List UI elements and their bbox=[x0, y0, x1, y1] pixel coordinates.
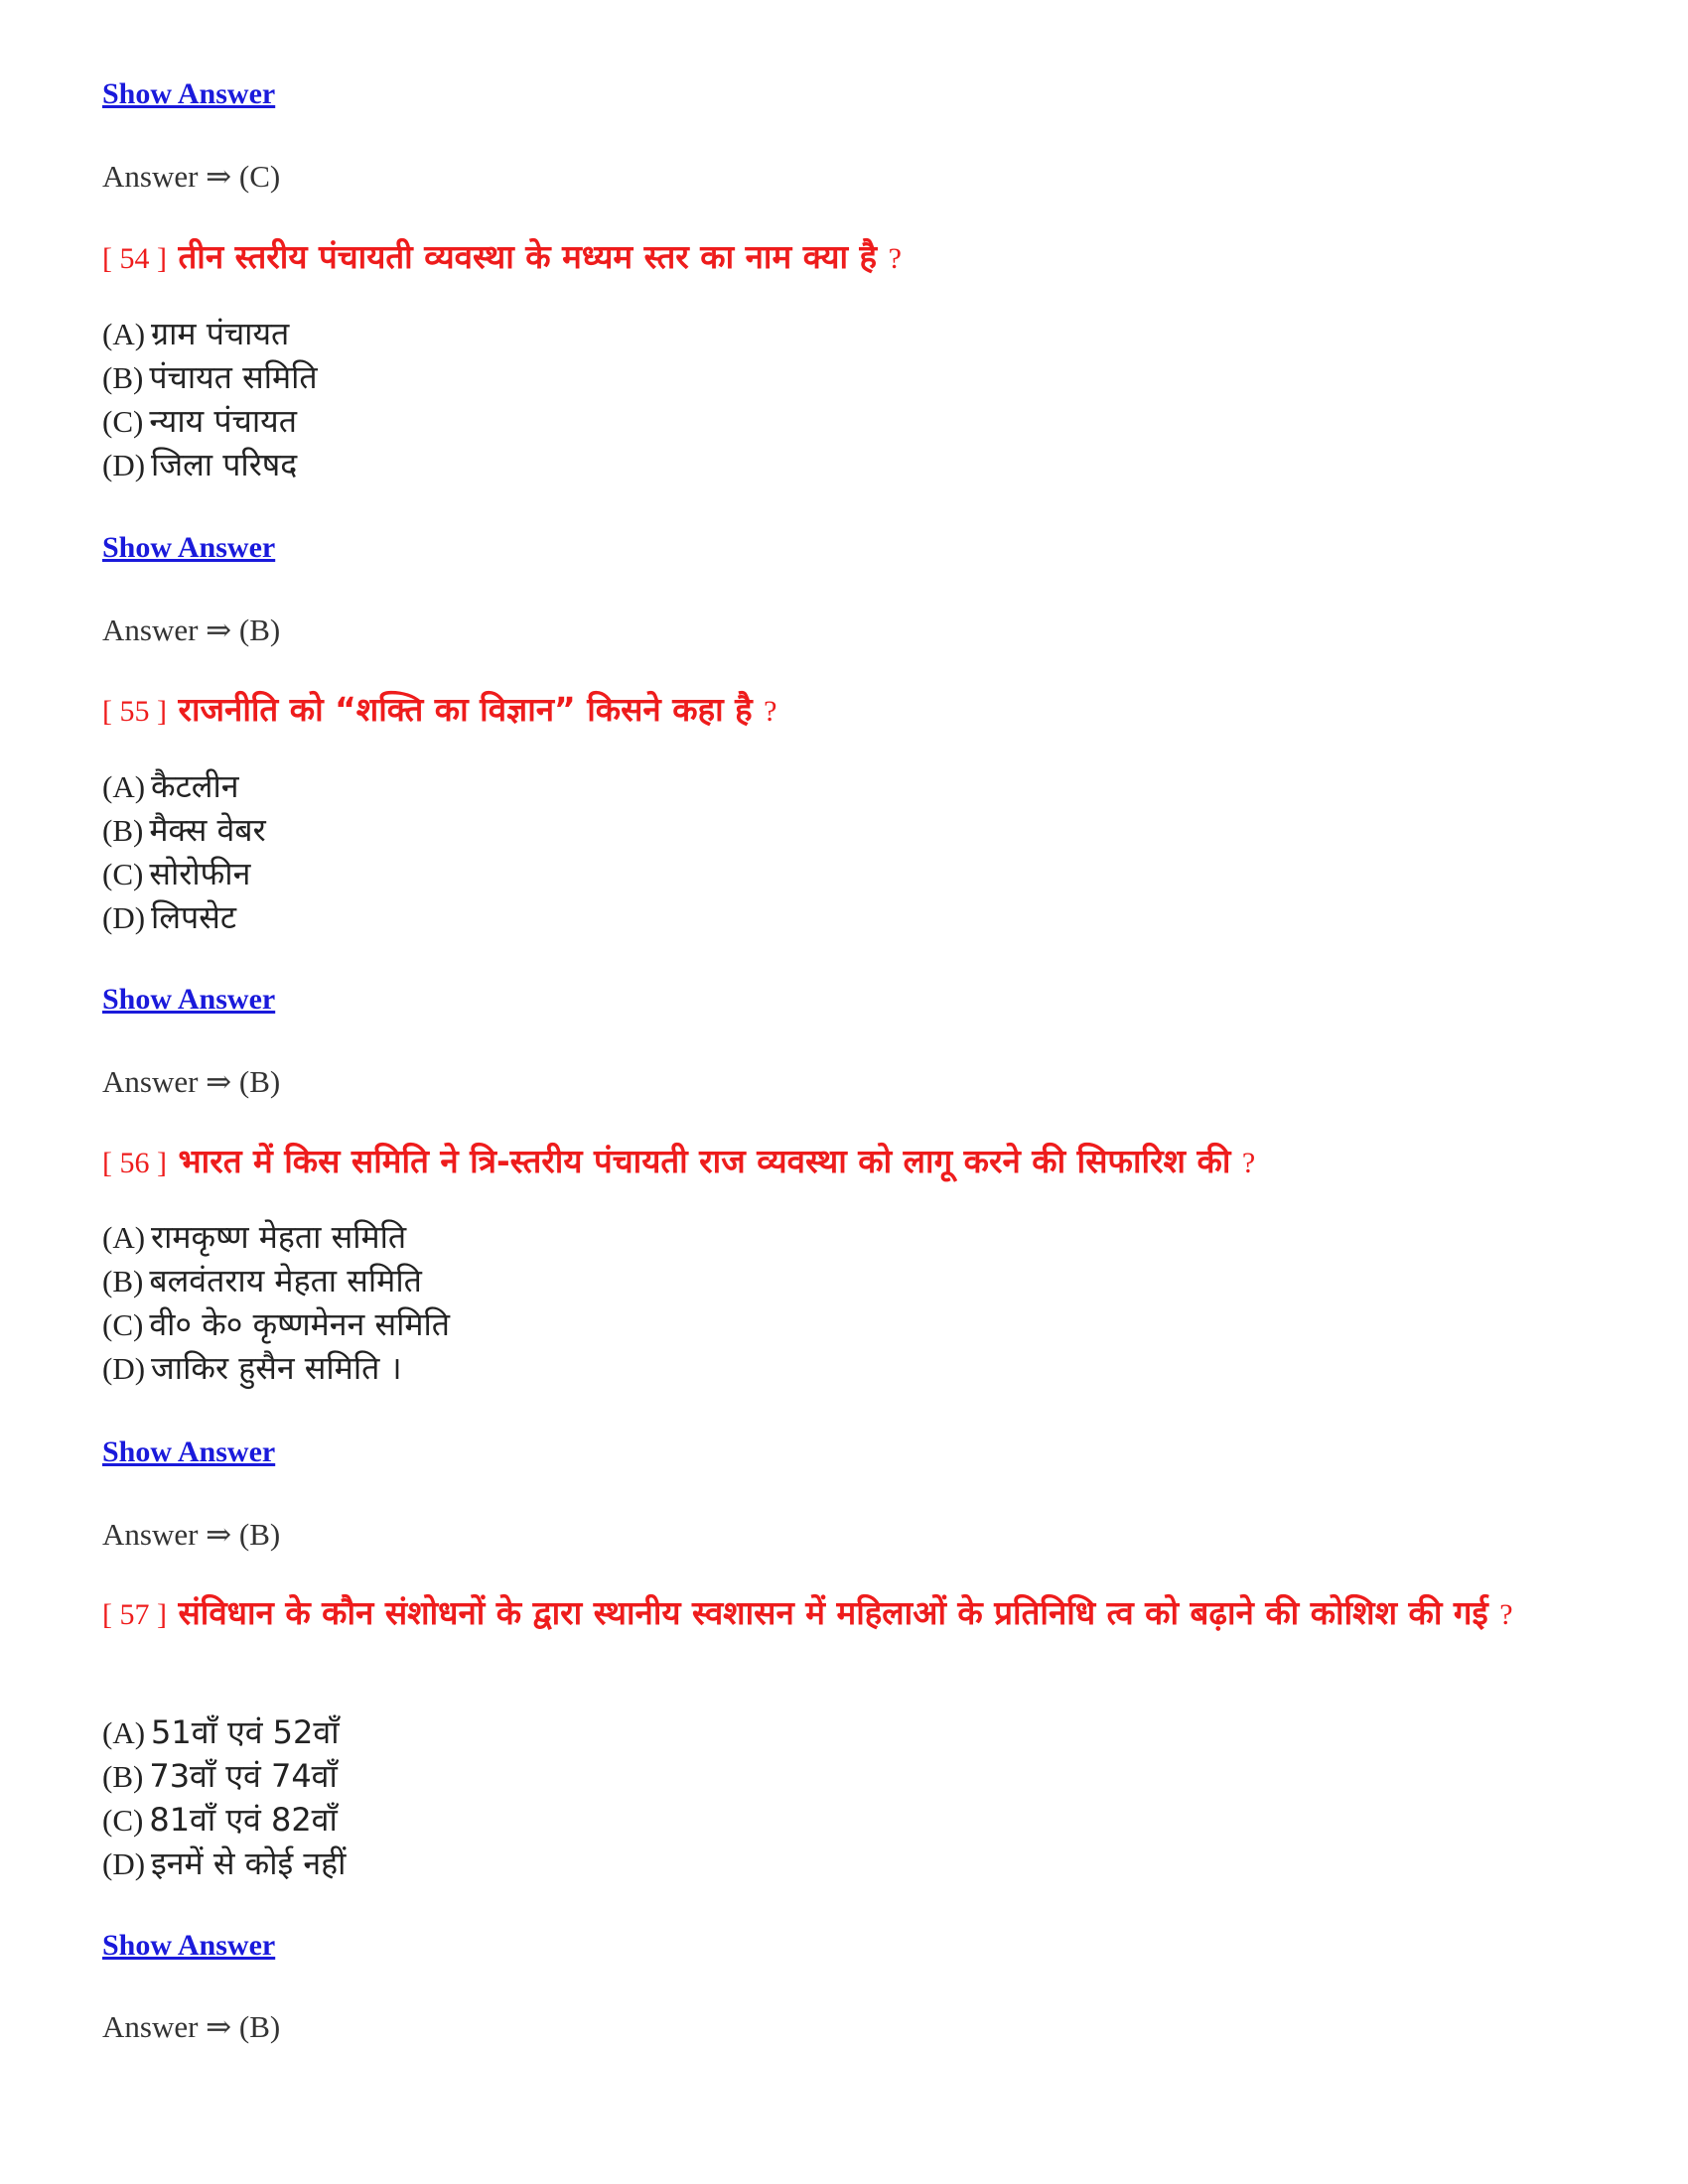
option-letter: (D) bbox=[102, 900, 146, 935]
question-55 bbox=[102, 688, 1592, 734]
option-letter: (A) bbox=[102, 1220, 146, 1255]
options-55 bbox=[102, 764, 266, 939]
option-text: रामकृष्ण मेहता समिति bbox=[151, 1218, 407, 1256]
answer-56: Answer ⇒ (B) bbox=[102, 1517, 281, 1552]
option-text: बलवंतराय मेहता समिति bbox=[149, 1262, 422, 1299]
show-answer-link-53[interactable]: Show Answer bbox=[102, 77, 276, 110]
option-text: 81वाँ एवं 82वाँ bbox=[149, 1801, 338, 1839]
option-letter: (B) bbox=[102, 360, 144, 395]
answer-55: Answer ⇒ (B) bbox=[102, 1064, 281, 1099]
option-a bbox=[102, 764, 266, 808]
question-57 bbox=[102, 1591, 1592, 1637]
option-c bbox=[102, 399, 318, 443]
option-letter: (B) bbox=[102, 1759, 144, 1794]
question-number: [ 55 ] bbox=[102, 695, 167, 728]
option-d bbox=[102, 895, 266, 939]
option-letter: (A) bbox=[102, 769, 146, 804]
option-b bbox=[102, 1259, 450, 1302]
option-text: कैटलीन bbox=[151, 767, 239, 805]
option-b bbox=[102, 808, 266, 852]
option-letter: (D) bbox=[102, 1846, 146, 1881]
question-56 bbox=[102, 1140, 1592, 1185]
question-text: संविधान के कौन संशोधनों के द्वारा स्थानीय स्वशासन में महिलाओं के प्रतिनिधि त्व को बढ़ाने की कोशिश की गई bbox=[178, 1593, 1488, 1632]
option-text: न्याय पंचायत bbox=[149, 402, 297, 440]
question-54 bbox=[102, 235, 1592, 281]
option-a bbox=[102, 312, 318, 355]
option-text: इनमें से कोई नहीं bbox=[151, 1844, 347, 1882]
show-answer-link-55[interactable]: Show Answer bbox=[102, 983, 276, 1016]
option-text: मैक्स वेबर bbox=[149, 811, 266, 849]
question-number: [ 54 ] bbox=[102, 242, 167, 275]
option-c bbox=[102, 852, 266, 895]
answer-57: Answer ⇒ (B) bbox=[102, 2009, 281, 2044]
show-answer-link-56[interactable]: Show Answer bbox=[102, 1435, 276, 1468]
options-54 bbox=[102, 312, 318, 486]
option-letter: (C) bbox=[102, 1803, 144, 1838]
option-d bbox=[102, 443, 318, 486]
question-text: तीन स्तरीय पंचायती व्यवस्था के मध्यम स्तर का नाम क्या है bbox=[178, 237, 878, 276]
question-mark: ? bbox=[764, 695, 777, 728]
option-text: वी० के० कृष्णमेनन समिति bbox=[149, 1305, 451, 1343]
option-text: सोरोफीन bbox=[149, 855, 251, 892]
option-b bbox=[102, 1754, 346, 1798]
option-c bbox=[102, 1798, 346, 1842]
option-letter: (A) bbox=[102, 1715, 146, 1750]
options-57 bbox=[102, 1710, 346, 1885]
option-letter: (D) bbox=[102, 448, 146, 482]
option-a bbox=[102, 1710, 346, 1754]
option-text: ग्राम पंचायत bbox=[151, 315, 290, 352]
question-text: भारत में किस समिति ने त्रि-स्तरीय पंचायती राज व्यवस्था को लागू करने की सिफारिश की bbox=[178, 1142, 1231, 1180]
option-d bbox=[102, 1346, 450, 1390]
option-text: 73वाँ एवं 74वाँ bbox=[149, 1757, 338, 1795]
answer-54: Answer ⇒ (B) bbox=[102, 613, 281, 647]
option-d bbox=[102, 1842, 346, 1885]
option-text: जाकिर हुसैन समिति । bbox=[151, 1349, 402, 1387]
question-mark: ? bbox=[888, 242, 902, 275]
question-number: [ 57 ] bbox=[102, 1598, 167, 1631]
option-text: 51वाँ एवं 52वाँ bbox=[151, 1713, 340, 1751]
option-letter: (D) bbox=[102, 1351, 146, 1386]
option-letter: (A) bbox=[102, 317, 146, 351]
answer-53: Answer ⇒ (C) bbox=[102, 159, 281, 194]
show-answer-link-57[interactable]: Show Answer bbox=[102, 1929, 276, 1962]
option-text: लिपसेट bbox=[151, 898, 236, 936]
option-letter: (B) bbox=[102, 1264, 144, 1298]
option-text: जिला परिषद bbox=[151, 446, 298, 483]
show-answer-link-54[interactable]: Show Answer bbox=[102, 531, 276, 564]
question-mark: ? bbox=[1241, 1147, 1256, 1179]
options-56 bbox=[102, 1215, 450, 1390]
option-a bbox=[102, 1215, 450, 1259]
option-text: पंचायत समिति bbox=[149, 358, 318, 396]
question-text: राजनीति को “शक्ति का विज्ञान” किसने कहा है bbox=[178, 690, 753, 729]
question-number: [ 56 ] bbox=[102, 1147, 167, 1179]
option-b bbox=[102, 355, 318, 399]
option-letter: (B) bbox=[102, 813, 144, 848]
question-mark: ? bbox=[1499, 1598, 1513, 1631]
option-letter: (C) bbox=[102, 404, 144, 439]
option-c bbox=[102, 1302, 450, 1346]
option-letter: (C) bbox=[102, 1307, 144, 1342]
option-letter: (C) bbox=[102, 857, 144, 891]
